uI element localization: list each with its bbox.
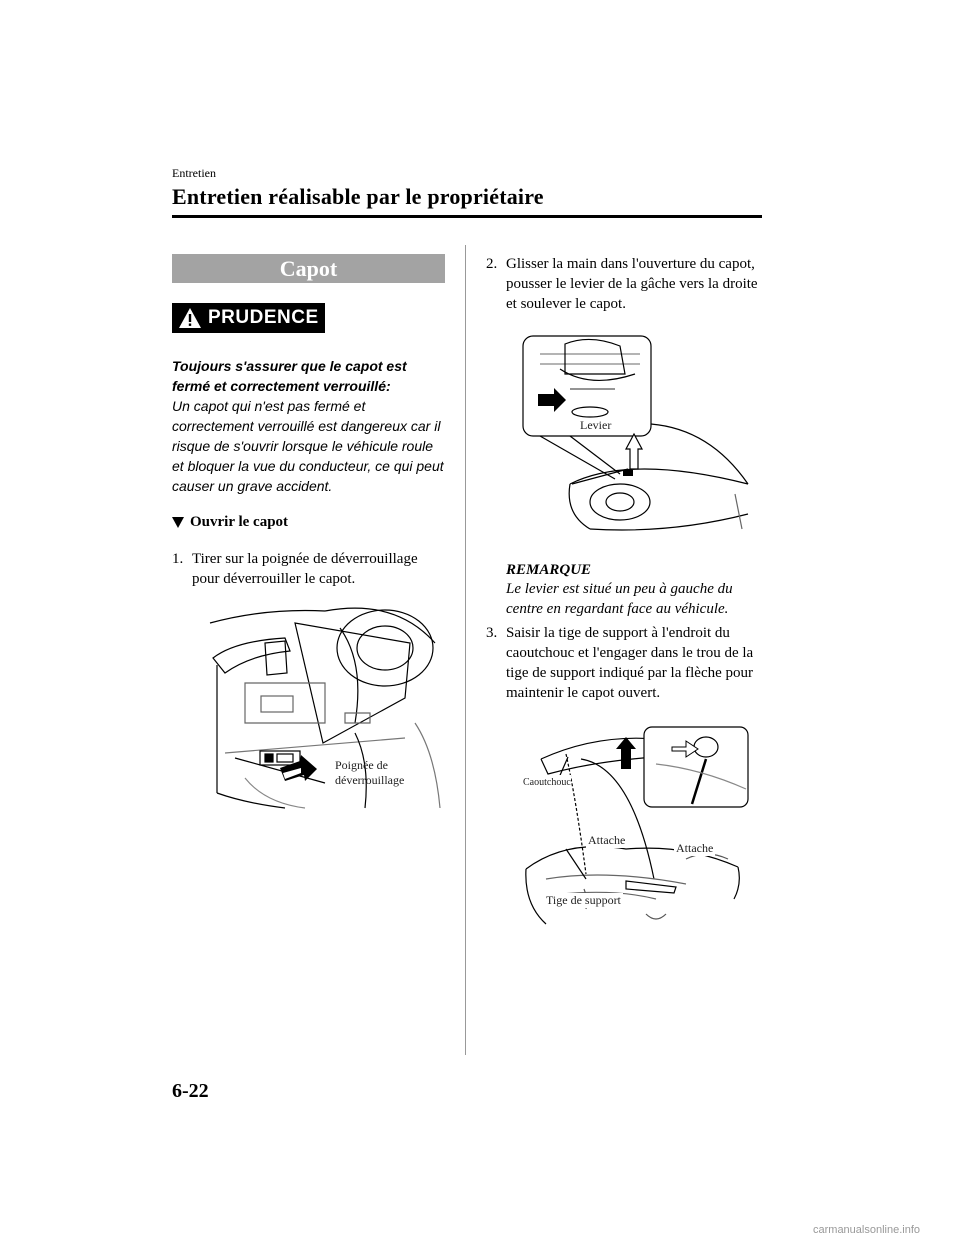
warning-body: Un capot qui n'est pas fermé et correctement verrouillé est dangereux car il risque de s'ouvrir lorsque le véhicule roule et bloquer la vue du conducteur, ce qui peut causer un grave accident. — [172, 398, 444, 494]
step-text: Glisser la main dans l'ouverture du capot, pousser le levier de la gâche vers la droite et soulever le capot. — [506, 256, 758, 312]
warning-text — [172, 356, 445, 496]
note-title: REMARQUE — [506, 562, 592, 578]
caoutchouc-label: Caoutchouc — [523, 777, 571, 788]
step-number: 1. — [172, 551, 184, 567]
page-title: Entretien réalisable par le propriétaire — [172, 184, 544, 209]
figure-release-handle — [172, 603, 445, 833]
figure-support-rod — [486, 719, 762, 934]
prudence-label: PRUDENCE — [208, 307, 319, 328]
attache-label-left: Attache — [588, 833, 626, 847]
page-number: 6-22 — [172, 1080, 209, 1102]
step-text: Tirer sur la poignée de déverrouillage pour déverrouiller le capot. — [192, 551, 418, 587]
step-number: 2. — [486, 256, 498, 272]
subheading-text: Ouvrir le capot — [190, 514, 289, 530]
step-1 — [172, 549, 445, 589]
capot-heading: Capot — [172, 254, 445, 283]
lever-label: Levier — [580, 418, 612, 432]
triangle-down-icon — [172, 517, 184, 528]
attache-label-right: Attache — [676, 841, 714, 855]
step-2 — [486, 254, 762, 314]
subheading — [172, 514, 445, 531]
release-handle-label: Poignée de déverrouillage — [335, 758, 405, 787]
step-number: 3. — [486, 625, 498, 641]
step-text: Saisir la tige de support à l'endroit du caoutchouc et l'engager dans le trou de la tige de support indiqué par la flèche pour maintenir le capot ouvert. — [506, 625, 754, 701]
prudence-badge — [172, 303, 325, 333]
note-text: Le levier est situé un peu à gauche du centre en regardant face au véhicule. — [506, 581, 733, 617]
warning-icon — [178, 307, 202, 329]
left-column — [172, 254, 445, 833]
watermark: carmanualsonline.info — [813, 1224, 921, 1236]
warning-bold: Toujours s'assurer que le capot est fermé et correctement verrouillé: — [172, 358, 407, 394]
support-rod-label: Tige de support — [546, 893, 621, 907]
figure-lever — [486, 334, 762, 544]
note-block — [486, 562, 762, 619]
header-rule — [172, 215, 762, 218]
column-divider — [465, 245, 466, 1055]
lever-illustration — [510, 334, 750, 534]
right-column — [486, 254, 762, 934]
prudence-block — [172, 303, 445, 334]
section-header: Entretien — [172, 166, 216, 180]
step-3 — [486, 623, 762, 703]
